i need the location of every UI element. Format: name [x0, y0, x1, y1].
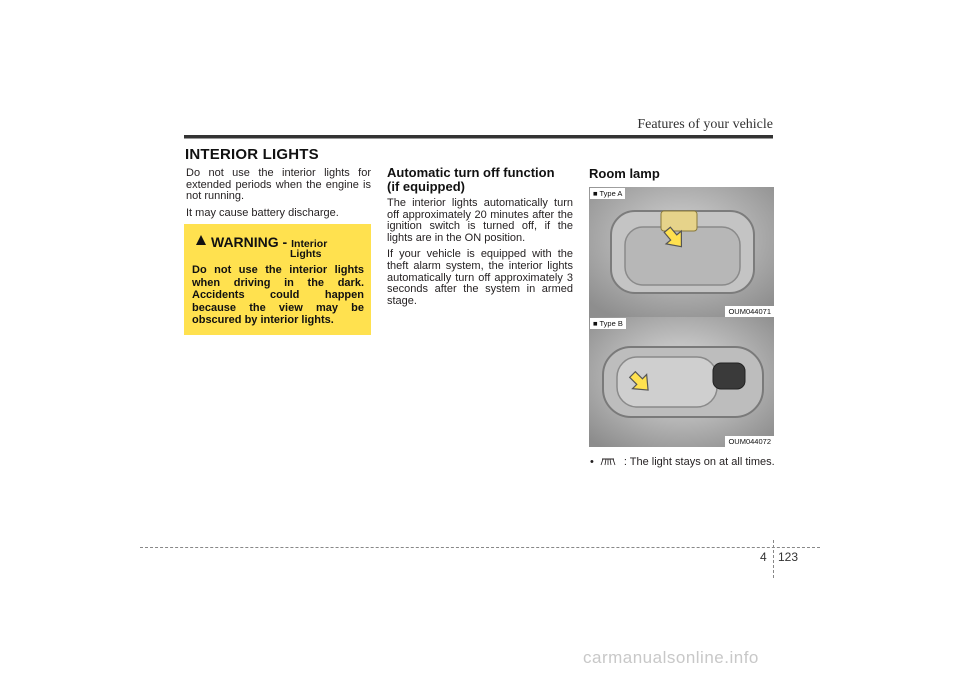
warning-body: Do not use the interior lights when driving in the dark. Accidents could happen because the view may be obscured by interior lights. [192, 264, 364, 327]
room-lamp-bullet [590, 456, 775, 468]
column-3-heading: Room lamp [589, 166, 660, 181]
room-lamp-type-a-photo [589, 187, 774, 317]
footer-vertical-rule [773, 540, 774, 578]
col1-paragraph-2: It may cause battery discharge. [186, 206, 339, 219]
warning-triangle-icon [196, 235, 206, 245]
figure-a-code: OUM044071 [725, 306, 774, 317]
column-2-heading [387, 166, 573, 194]
page-number: 123 [778, 550, 799, 564]
room-lamp-type-a-illustration [589, 187, 774, 317]
figure-b-label: ■ Type B [590, 318, 626, 329]
footer-dashed-rule [140, 547, 820, 548]
section-title: INTERIOR LIGHTS [185, 146, 319, 163]
col2-heading-line2: (if equipped) [387, 179, 465, 194]
room-lamp-type-b-illustration [589, 317, 774, 447]
chapter-number: 4 [760, 550, 767, 564]
room-lamp-type-b-photo [589, 317, 774, 447]
col1-paragraph-1: Do not use the interior lights for extended periods when the engine is not running. [186, 167, 371, 203]
col2-heading-line1: Automatic turn off function [387, 165, 555, 180]
col2-paragraph-1: The interior lights automatically turn off approximately 20 minutes after the ignition switch is turned off, if the lights are in the ON position. [387, 197, 573, 244]
column-1-text [186, 168, 371, 224]
bullet-dot: • [590, 456, 594, 468]
warning-subject-line2: Lights [290, 248, 322, 260]
bullet-text: : The light stays on at all times. [623, 456, 775, 468]
warning-label: WARNING - [211, 234, 292, 250]
col2-paragraph-2: If your vehicle is equipped with the theft alarm system, the interior lights automatically turn off approximately 3 seconds after the system in armed stage. [387, 248, 573, 307]
figure-b-code: OUM044072 [725, 436, 774, 447]
watermark: carmanualsonline.info [583, 648, 759, 667]
figure-a-label: ■ Type A [590, 188, 625, 199]
header-rule-thin [184, 138, 773, 139]
warning-subject-line1: Interior [291, 238, 328, 250]
page-header-title: Features of your vehicle [637, 117, 773, 132]
column-2-text [387, 198, 573, 312]
room-lamp-on-icon [600, 457, 616, 467]
